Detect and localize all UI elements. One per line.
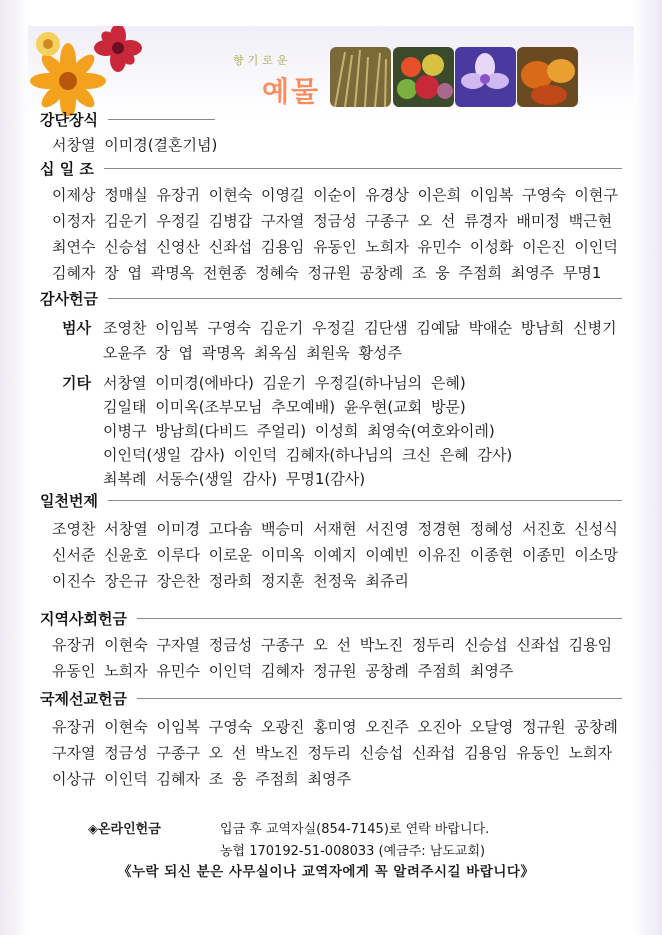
- header-subtitle: 향기로운: [233, 54, 292, 67]
- community-line-1: 유장귀 이현숙 구자열 정금성 구종구 오 선 박노진 정두리 신승섭 신좌섭 김용임: [52, 636, 613, 654]
- thanks-beomsa-line-1: 조영찬 이임복 구영숙 김운기 우정길 김단샘 김예닮 박애순 방남희 신병기: [103, 319, 617, 337]
- section-title-ilcheon: 일천번제: [40, 490, 622, 510]
- mission-line-1: 유장귀 이현숙 이임복 구영숙 오광진 홍미영 오진주 오진아 오달영 정규원 공창례: [52, 718, 618, 736]
- thanks-etc-label: 기타: [62, 374, 91, 392]
- tithe-line-3: 최연수 신승섭 신영산 신좌섭 김용임 유동인 노희자 유민수 이성화 이은진 이인덕: [52, 238, 618, 256]
- mission-line-3: 이상규 이인덕 김혜자 조 웅 주점희 최영주: [52, 770, 351, 788]
- section-title-tithe: 십 일 조: [40, 158, 622, 178]
- section-title-thanks: 감사헌금: [40, 288, 622, 308]
- ilcheon-line-3: 이진수 장은규 장은찬 정라희 정지훈 천정욱 최쥬리: [52, 572, 409, 590]
- tithe-line-4: 김혜자 장 엽 곽명옥 전현종 정혜숙 정규원 공창례 조 웅 주점희 최영주 무명1: [52, 264, 602, 282]
- thanks-etc-line-4: 이인덕(생일 감사) 이인덕 김혜자(하나님의 크신 은혜 감사): [103, 446, 513, 464]
- wheat-field-image: [330, 47, 391, 107]
- thanks-etc-line-1: 서창열 이미경(에바다) 김운기 우정길(하나님의 은혜): [103, 374, 466, 392]
- header-title: 예물: [262, 75, 321, 108]
- thanks-beomsa-label: 범사: [62, 319, 91, 337]
- tithe-line-2: 이정자 김운기 우정길 김병갑 구자열 정금성 구종구 오 선 류경자 배미정 백근현: [52, 212, 613, 230]
- gangdan-line-1: 서창열 이미경(결혼기념): [52, 136, 218, 154]
- thanks-etc-line-5: 최복례 서동수(생일 감사) 무명1(감사): [103, 470, 366, 488]
- section-title-gangdan: 강단장식: [40, 109, 215, 129]
- pumpkin-harvest-image: [517, 47, 578, 107]
- section-title-mission: 국제선교헌금: [40, 688, 622, 708]
- online-offering-label: ◈온라인헌금: [88, 822, 161, 837]
- tithe-line-1: 이제상 정매실 유장귀 이현숙 이영길 이순이 유경상 이은희 이임복 구영숙 이현구: [52, 186, 618, 204]
- fruit-basket-image: [393, 47, 454, 107]
- community-line-2: 유동인 노희자 유민수 이인덕 김혜자 정규원 공창례 주점희 최영주: [52, 662, 514, 680]
- section-title-community: 지역사회헌금: [40, 608, 622, 628]
- mission-line-2: 구자열 정금성 구종구 오 선 박노진 정두리 신승섭 신좌섭 김용임 유동인 노희자: [52, 744, 613, 762]
- bank-account-text: 농협 170192-51-008033 (예금주: 남도교회): [220, 844, 486, 859]
- flower-bouquet-image: [28, 26, 148, 116]
- ilcheon-line-2: 신서준 신윤호 이루다 이로운 이미옥 이예지 이예빈 이유진 이종현 이종민 이소망: [52, 546, 618, 564]
- thanks-beomsa-line-2: 오윤주 장 엽 곽명옥 최옥심 최원욱 황성주: [103, 344, 402, 362]
- closing-notice: 《누락 되신 분은 사무실이나 교역자에게 꼭 알려주시길 바랍니다》: [118, 864, 535, 880]
- orchid-flower-image: [455, 47, 516, 107]
- thanks-etc-line-2: 김일태 이미옥(조부모님 추모예배) 윤우현(교회 방문): [103, 398, 466, 416]
- thanks-etc-line-3: 이병구 방남희(다비드 주얼리) 이성희 최영숙(여호와이레): [103, 422, 495, 440]
- ilcheon-line-1: 조영찬 서창열 이미경 고다솜 백승미 서재현 서진영 정경현 정혜성 서진호 신성식: [52, 520, 618, 538]
- online-contact-text: 입금 후 교역자실(854-7145)로 연락 바랍니다.: [220, 822, 490, 837]
